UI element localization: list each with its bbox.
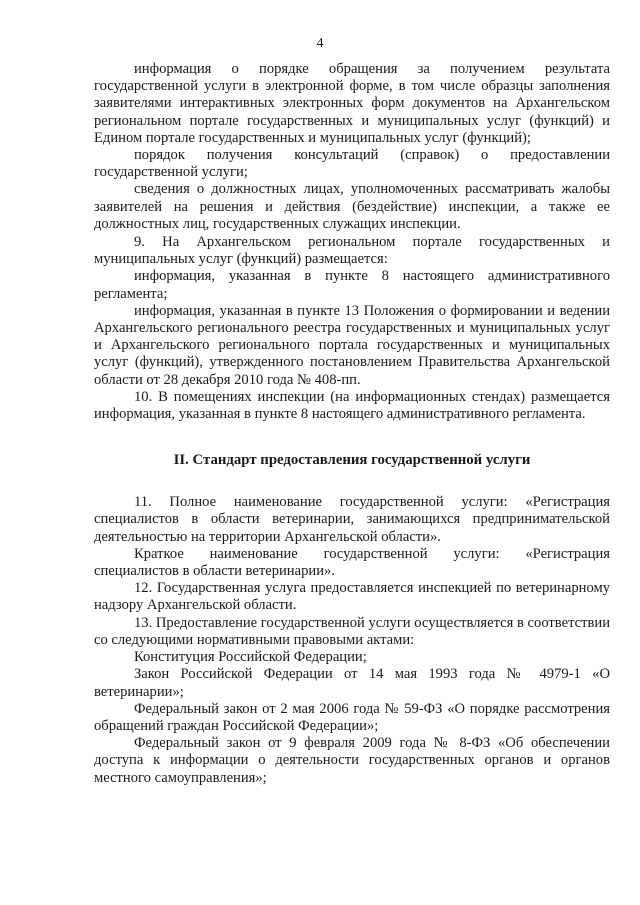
paragraph-item-9: 9. На Архангельском региональном портале государственных и муниципальных услуг (функций) размещается: [94, 234, 610, 268]
list-item: Федеральный закон от 2 мая 2006 года № 59-ФЗ «О порядке рассмотрения обращений граждан Российской Федерации»; [94, 700, 610, 734]
paragraph: порядок получения консультаций (справок) о предоставлении государственной услуги; [94, 147, 610, 181]
paragraph: Краткое наименование государственной услуги: «Регистрация специалистов в области ветеринарии». [94, 545, 610, 580]
paragraph: информация, указанная в пункте 13 Положения о формировании и ведении Архангельского регионального реестра государственных и муниципальных услуг и Архангельского регионального портала государственных и муниципальных услуг (функций), утвержденного постановлением Правительства Архангельской области от 28 декабря 2010 года № 408-пп. [94, 302, 610, 388]
paragraph: информация, указанная в пункте 8 настоящего административного регламента; [94, 268, 610, 302]
paragraph: сведения о должностных лицах, уполномоченных рассматривать жалобы заявителей на решения и действия (бездействие) инспекции, а также ее должностных лиц, государственных служащих инспекции. [94, 181, 610, 232]
paragraph-item-11: 11. Полное наименование государственной услуги: «Регистрация специалистов в области ветеринарии, занимающихся предпринимательской деятельностью на территории Архангельской области». [94, 494, 610, 545]
page-number: 4 [316, 36, 324, 51]
list-item: Федеральный закон от 9 февраля 2009 года № 8-ФЗ «Об обеспечении доступа к информации о деятельности государственных органов и органов местного самоуправления»; [94, 735, 610, 786]
document-body [94, 61, 610, 787]
paragraph: информация о порядке обращения за получением результата государственной услуги в электронной форме, в том числе образцы заполнения заявителями интерактивных электронных форм документов на Архангельском региональном портале государственных и муниципальных услуг (функций) и Едином портале государственных и муниципальных услуг (функций); [94, 61, 610, 146]
paragraph-item-12: 12. Государственная услуга предоставляется инспекцией по ветеринарному надзору Архангельской области. [94, 580, 610, 614]
section-heading: II. Стандарт предоставления государственной услуги [173, 452, 531, 469]
list-item: Конституция Российской Федерации; [134, 649, 367, 666]
paragraph-item-13: 13. Предоставление государственной услуги осуществляется в соответствии со следующими нормативными правовыми актами: [94, 614, 611, 648]
list-item: Закон Российской Федерации от 14 мая 1993 года № 4979-1 «О ветеринарии»; [94, 666, 610, 700]
paragraph-item-10: 10. В помещениях инспекции (на информационных стендах) размещается информация, указанная в пункте 8 настоящего административного регламента. [94, 388, 610, 423]
